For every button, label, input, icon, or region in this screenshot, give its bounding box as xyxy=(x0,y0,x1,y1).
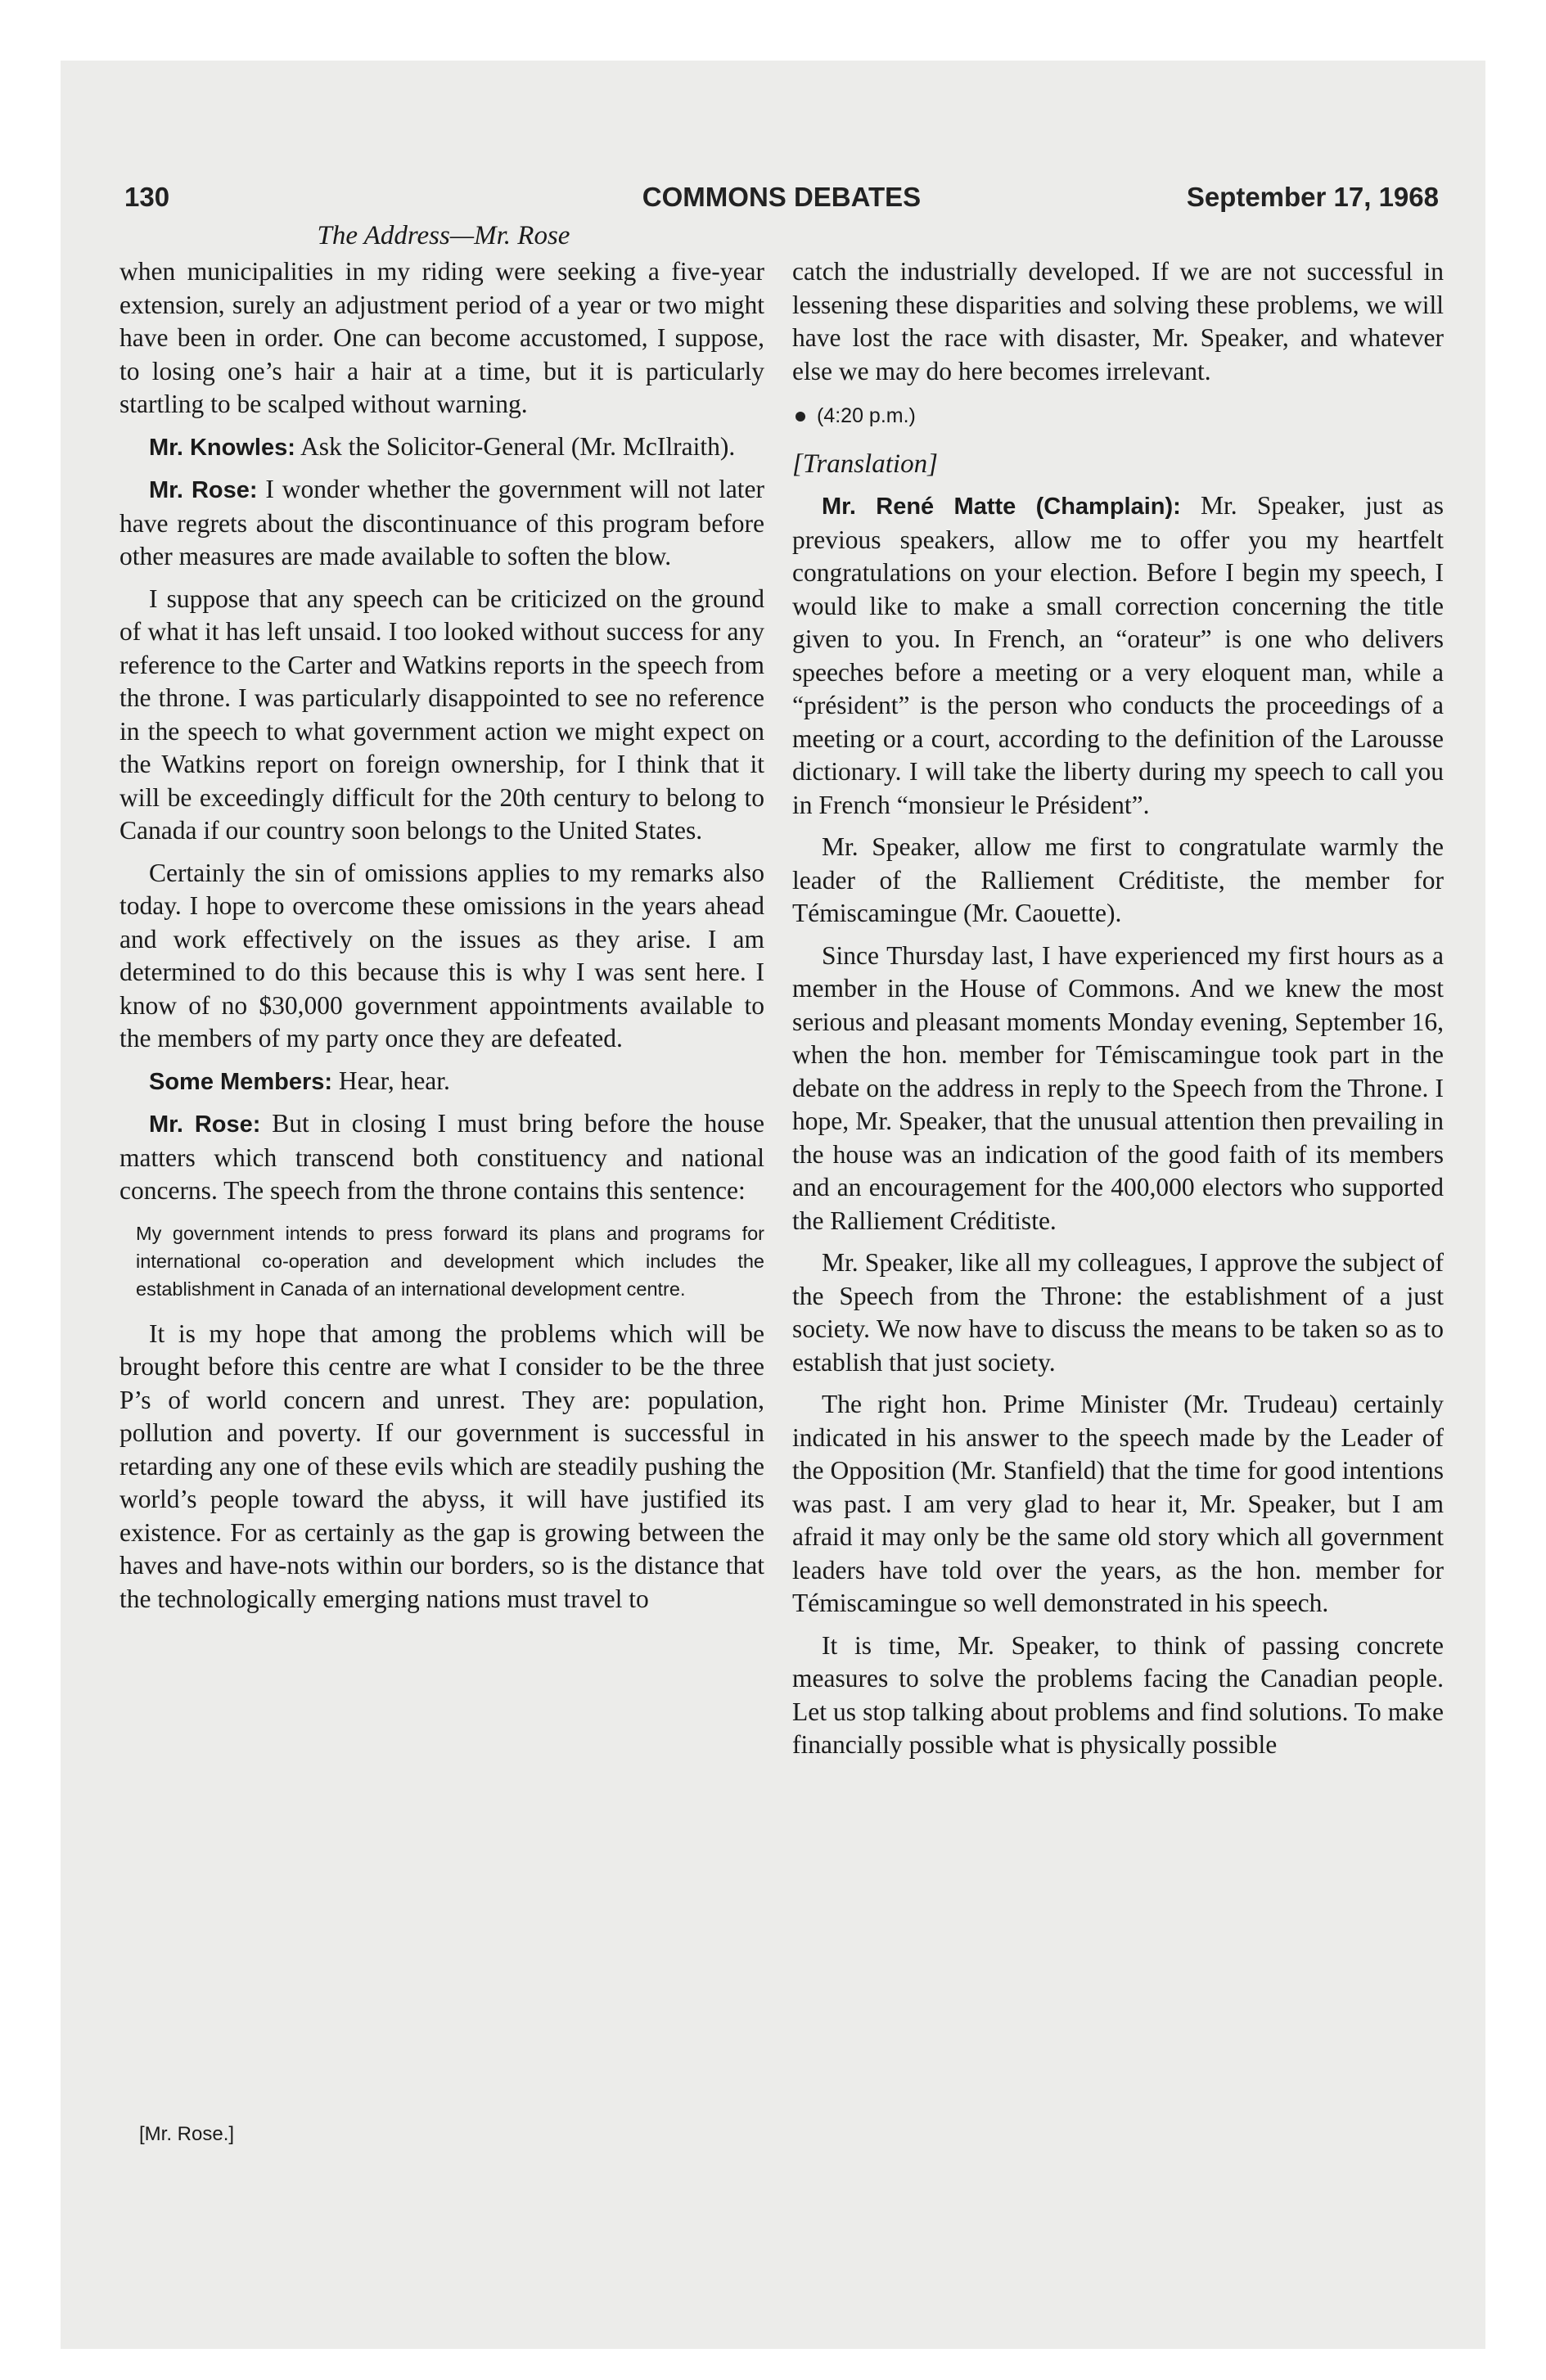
speaker-name: Mr. Knowles: xyxy=(149,434,295,461)
translation-label: [Translation] xyxy=(792,449,938,479)
paragraph: Mr. Speaker, like all my colleagues, I approve the subject of the Speech from the Throne: the establishment of a just society. We now have to discuss the means to be taken so as to establish that just society. xyxy=(792,1248,1444,1377)
speaker-name: Some Members: xyxy=(149,1068,333,1095)
speech-text: Mr. Speaker, just as previous speakers, allow me to offer you my heartfelt congratulations on your election. Before I begin my speech, I would like to make a small correction concerning the title given to you. In French, an “orateur” is one who delivers speeches before a meeting or a very eloquent man, while a “président” is the person who conducts the proceedings of a meeting or a court, according to the definition of the Larousse dictionary. I will take the liberty during my speech to call you in French “monsieur le Président”. xyxy=(792,491,1445,819)
paragraph xyxy=(119,473,764,574)
speech-text: Hear, hear. xyxy=(338,1066,450,1095)
speech-text: I wonder whether the government will not later have regrets about the discontinuance of this program before other measures are made available to soften the blow. xyxy=(119,475,765,570)
speaker-name: Mr. René Matte (Champlain): xyxy=(822,494,1181,520)
bullet-icon xyxy=(796,412,805,421)
paragraph xyxy=(119,1107,764,1208)
paragraph: The right hon. Prime Minister (Mr. Trudeau) certainly indicated in his answer to the speech made by the Leader of the Opposition (Mr. Stanfield) that the time for good intentions was past. I am very glad to hear it, Mr. Speaker, but I am afraid it may only be the same old story which all government leaders have told over the years, as the hon. member for Témiscamingue so well demonstrated in his speech. xyxy=(792,1390,1444,1617)
paragraph: Certainly the sin of omissions applies to my remarks also today. I hope to overcome these omissions in the years ahead and work effectively on the issues as they arise. I am determined to do this because this is why I was sent here. I know of no $30,000 government appointments available to the members of my party once they are defeated. xyxy=(119,858,764,1053)
page-footer: [Mr. Rose.] xyxy=(139,2123,235,2145)
running-header xyxy=(124,182,1439,221)
issue-date: September 17, 1968 xyxy=(1186,182,1439,212)
paragraph: when municipalities in my riding were seeking a five-year extension, surely an adjustment period of a year or two might have been in order. One can become accustomed, I suppose, to losing one’s hair a hair at a time, but it is particularly startling to be scalped without warning. xyxy=(119,257,764,418)
paragraph: I suppose that any speech can be criticized on the ground of what it has left unsaid. I too looked without success for any reference to the Carter and Watkins reports in the speech from the throne. I was particularly disappointed to see no reference in the speech to what government action we might expect on the Watkins report on foreign ownership, for I think that it will be exceedingly difficult for the 20th century to belong to Canada if our country soon belongs to the United States. xyxy=(119,584,764,845)
paragraph: Mr. Speaker, allow me first to congratulate warmly the leader of the Ralliement Créditiste, the member for Témiscamingue (Mr. Caouette). xyxy=(792,832,1444,927)
block-quote: My government intends to press forward its plans and programs for international co-operation and development which includes the establishment in Canada of an international development centre. xyxy=(136,1222,764,1300)
paragraph xyxy=(119,1065,764,1099)
paragraph: Since Thursday last, I have experienced my first hours as a member in the House of Commons. And we knew the most serious and pleasant moments Monday evening, September 16, when the hon. member for Témiscamingue took part in the debate on the address in reply to the Speech from the Throne. I hope, Mr. Speaker, that the unusual attention then prevailing in the house was an indication of the good faith of its members and an encouragement for the 400,000 electors who supported the Ralliement Créditiste. xyxy=(792,940,1444,1235)
paragraph: catch the industrially developed. If we are not successful in lessening these disparities and solving these problems, we will have lost the race with disaster, Mr. Speaker, and whatever else we may do here becomes irrelevant. xyxy=(792,257,1444,385)
speaker-name: Mr. Rose: xyxy=(149,477,258,503)
paragraph: It is my hope that among the problems which will be brought before this centre are what I consider to be the three P’s of world concern and unrest. They are: population, pollution and poverty. If our government is successful in retarding any one of these evils which are steadily pushing the world’s people toward the abyss, it will have justified its existence. For as certainly as the gap is growing between the haves and have-nots within our borders, so is the distance that the technologically emerging nations must travel to xyxy=(119,1318,764,1613)
speaker-name: Mr. Rose: xyxy=(149,1111,261,1138)
paragraph xyxy=(119,430,764,465)
page-number: 130 xyxy=(124,182,170,212)
paragraph xyxy=(792,489,1444,822)
left-column xyxy=(119,255,764,1625)
right-column xyxy=(792,255,1444,1771)
time-text: (4:20 p.m.) xyxy=(817,404,916,427)
section-subheading: The Address—Mr. Rose xyxy=(317,221,570,250)
speech-text: Ask the Solicitor-General (Mr. McIlraith). xyxy=(300,431,736,461)
time-marker xyxy=(792,399,1444,433)
publication-title: COMMONS DEBATES xyxy=(642,182,922,212)
paragraph: It is time, Mr. Speaker, to think of passing concrete measures to solve the problems facing the Canadian people. Let us stop talking about problems and find solutions. To make financially possible what is physically possible xyxy=(792,1630,1444,1759)
speech-text: But in closing I must bring before the house matters which transcend both constituency and national concerns. The speech from the throne contains this sentence: xyxy=(119,1109,765,1205)
